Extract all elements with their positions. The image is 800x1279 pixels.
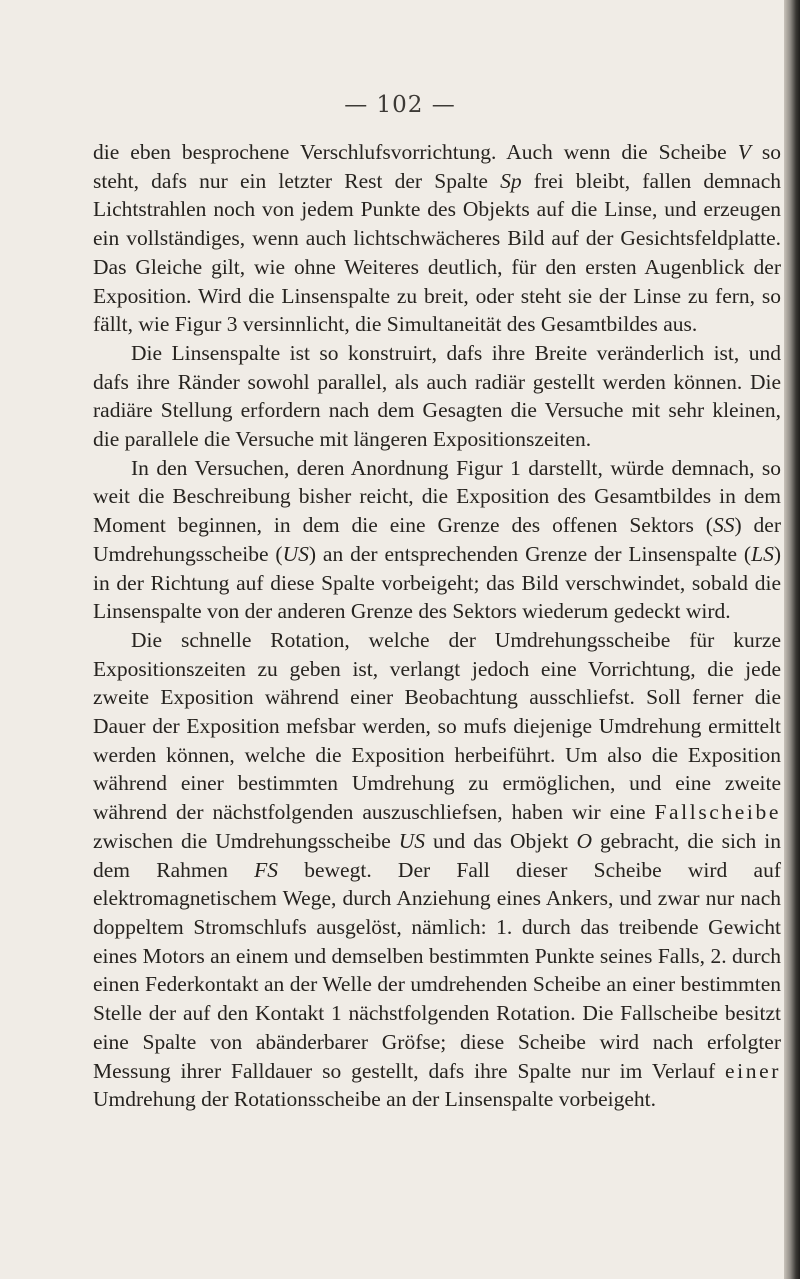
text-run: Umdrehung der Rotationsscheibe an der Linsenspalte vorbeigeht. bbox=[93, 1087, 657, 1112]
text-run: zwischen die Umdrehungsscheibe bbox=[93, 828, 399, 853]
text-run: die eben besprochene Verschlufsvorrichtung. Auch wenn die Scheibe bbox=[93, 140, 738, 164]
text-run: so steht, dafs nur ein letzter Rest der Spalte bbox=[93, 140, 781, 193]
italic-symbol: V bbox=[737, 140, 751, 164]
paragraph bbox=[93, 626, 781, 1114]
italic-symbol: US bbox=[282, 541, 309, 566]
text-run: ) in der Richtung auf diese Spalte vorbeigeht; das Bild verschwindet, sobald die Linsenspalte von der anderen Grenze des Sektors wiederum gedeckt wird. bbox=[93, 541, 781, 624]
italic-symbol: FS bbox=[254, 857, 279, 882]
page-number: — 102 — bbox=[344, 92, 456, 118]
italic-symbol: Sp bbox=[500, 168, 522, 193]
emphasized-term: Fallscheibe bbox=[654, 800, 781, 825]
italic-symbol: SS bbox=[712, 513, 735, 538]
italic-symbol: US bbox=[398, 828, 426, 853]
text-run: frei bleibt, fallen demnach Lichtstrahlen noch von jedem Punkte des Objekts auf die Linse, und erzeugen ein vollständiges, wenn auch lichtschwächeres Bild auf der Gesichtsfeldplatte. Das Gleiche gilt, wie ohne Weiteres deutlich, für den ersten Augenblick der Exposition. Wird die Linsenspalte zu breit, oder steht sie der Linse zu fern, so fällt, wie Figur 3 versinnlicht, die Simultaneität des Gesamtbildes aus. bbox=[93, 168, 781, 337]
text-run: In den Versuchen, deren Anordnung Figur 1 darstellt, würde demnach, so weit die Beschreibung bisher reicht, die Exposition des Gesamtbildes in dem Moment beginnen, in dem die eine Grenze des offenen Sektors ( bbox=[93, 455, 781, 538]
text-run: und das Objekt bbox=[425, 828, 577, 853]
text-run: Die schnelle Rotation, welche der Umdrehungsscheibe für kurze Expositionszeiten zu geben ist, verlangt jedoch eine Vorrichtung, die jede zweite Exposition während einer Beobachtung ausschliefst. Soll ferner die Dauer der Exposition mefsbar werden, so mufs diejenige Umdrehung ermittelt werden können, welche die Exposition herbeiführt. Um also die Exposition während einer bestimmten Umdrehung zu ermöglichen, und eine zweite während der nächstfolgenden auszuschliefsen, haben wir eine bbox=[93, 627, 781, 825]
page-edge-shadow bbox=[784, 0, 800, 1279]
paragraph bbox=[93, 454, 781, 626]
text-run: ) an der entsprechenden Grenze der Linsenspalte ( bbox=[308, 541, 752, 566]
italic-symbol: O bbox=[576, 828, 592, 853]
text-run: ) der Umdrehungsscheibe ( bbox=[93, 513, 781, 566]
paragraph bbox=[93, 138, 781, 339]
text-run: Die Linsenspalte ist so konstruirt, dafs ihre Breite veränderlich ist, und dafs ihre Ränder sowohl parallel, als auch radiär gestellt werden können. Die radiäre Stellung erfordern nach dem Gesagten die Versuche mit sehr kleinen, die parallele die Versuche mit längeren Expositionszeiten. bbox=[93, 340, 781, 452]
emphasized-term: einer bbox=[725, 1058, 781, 1083]
text-run: gebracht, die sich in dem Rahmen bbox=[93, 828, 781, 882]
italic-symbol: LS bbox=[751, 541, 774, 566]
text-run: bewegt. Der Fall dieser Scheibe wird auf elektromagnetischem Wege, durch Anziehung eines Ankers, und zwar nur nach doppeltem Stromschlufs ausgelöst, nämlich: 1. durch das treibende Gewicht eines Motors an einem und demselben bestimmten Punkte seines Falls, 2. durch einen Federkontakt an der Welle der umdrehenden Scheibe an einer bestimmten Stelle der auf den Kontakt 1 nächstfolgenden Rotation. Die Fallscheibe besitzt eine Spalte von abänderbarer Gröfse; diese Scheibe wird nach erfolgter Messung ihrer Falldauer so gestellt, dafs ihre Spalte nur im Verlauf bbox=[93, 857, 781, 1083]
paragraph bbox=[93, 339, 781, 454]
body-text bbox=[93, 138, 781, 1114]
